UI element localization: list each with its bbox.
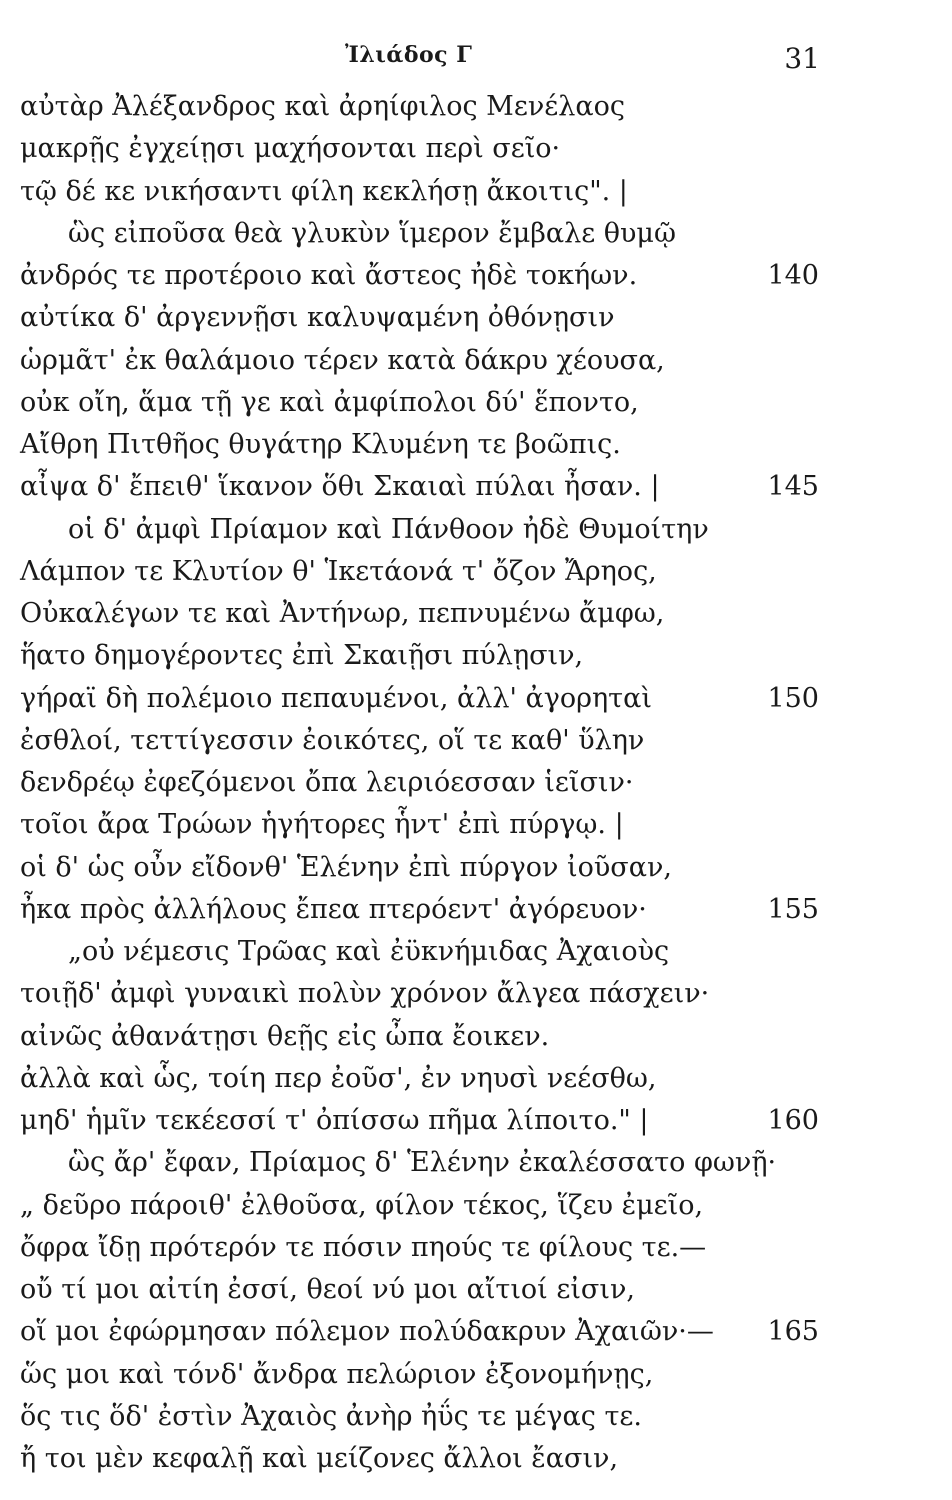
verse-line (0, 678, 952, 720)
line-number: 140 (767, 260, 819, 291)
verse-text: γήραϊ δὴ πολέμοιο πεπαυμένοι, ἀλλ' ἀγορηταὶ (20, 682, 652, 714)
verse-line (0, 762, 952, 804)
verse-text: μηδ' ἡμῖν τεκέεσσί τ' ὀπίσσω πῆμα λίποιτο." | (20, 1105, 649, 1136)
verse-line (0, 213, 952, 255)
verse-text: οὔ τί μοι αἰτίη ἐσσί, θεοί νύ μοι αἴτιοί εἰσιν, (20, 1274, 635, 1305)
verse-line (0, 720, 952, 762)
verse-text: ἀλλὰ καὶ ὧς, τοίη περ ἐοῦσ', ἐν νηυσὶ νεέσθω, (20, 1062, 657, 1094)
verse-text: δενδρέῳ ἐφεζόμενοι ὄπα λειριόεσσαν ἱεῖσιν· (20, 767, 634, 798)
verse-text: αὐτὰρ Ἀλέξανδρος καὶ ἀρηίφιλος Μενέλαος (20, 91, 625, 122)
verse-text: οἱ δ' ἀμφὶ Πρίαμον καὶ Πάνθοον ἠδὲ Θυμοίτην (68, 513, 709, 545)
verse-line (0, 1142, 952, 1184)
verse-line (0, 804, 952, 846)
verse-text: μακρῇς ἐγχείῃσι μαχήσονται περὶ σεῖο· (20, 133, 561, 165)
line-number: 150 (767, 682, 819, 714)
verse-line (0, 171, 952, 213)
verse-line (0, 847, 952, 889)
verse-line (0, 340, 952, 382)
verse-line (0, 1269, 952, 1311)
verse-text: „ δεῦρο πάροιθ' ἐλθοῦσα, φίλον τέκος, ἵζευ ἐμεῖο, (20, 1189, 704, 1221)
verse-line (0, 255, 952, 297)
verse-text: ὥς μοι καὶ τόνδ' ἄνδρα πελώριον ἐξονομήνῃς, (20, 1358, 654, 1390)
verse-line (0, 973, 952, 1015)
verse-text: τῷ δέ κε νικήσαντι φίλη κεκλήσῃ ἄκοιτις". | (20, 175, 628, 207)
verse-line (0, 551, 952, 593)
verse-line (0, 1100, 952, 1142)
verse-block (0, 86, 952, 1480)
verse-text: ἥατο δημογέροντες ἐπὶ Σκαιῇσι πύλῃσιν, (20, 640, 584, 672)
verse-line (0, 635, 952, 677)
verse-text: αἶψα δ' ἔπειθ' ἵκανον ὅθι Σκαιαὶ πύλαι ἦσαν. | (20, 471, 660, 503)
page-header (0, 38, 952, 78)
verse-line (0, 1354, 952, 1396)
verse-text: ἀνδρός τε προτέροιο καὶ ἄστεος ἠδὲ τοκήων. (20, 260, 638, 291)
verse-line (0, 466, 952, 508)
verse-text: ὡρμᾶτ' ἐκ θαλάμοιο τέρεν κατὰ δάκρυ χέουσα, (20, 344, 665, 376)
line-number: 145 (767, 471, 819, 503)
verse-text: αὐτίκα δ' ἀργεννῇσι καλυψαμένη ὀθόνῃσιν (20, 302, 615, 334)
page-number: 31 (784, 42, 820, 75)
verse-text: Αἴθρη Πιτθῆος θυγάτηρ Κλυμένη τε βοῶπις. (20, 429, 621, 460)
verse-text: ἐσθλοί, τεττίγεσσιν ἐοικότες, οἵ τε καθ' ὕλην (20, 724, 645, 756)
verse-text: „οὐ νέμεσις Τρῶας καὶ ἐϋκνήμιδας Ἀχαιοὺς (68, 936, 670, 967)
verse-line (0, 1438, 952, 1480)
verse-line (0, 509, 952, 551)
verse-line (0, 297, 952, 339)
verse-line (0, 1185, 952, 1227)
verse-line (0, 1311, 952, 1353)
verse-text: ὣς εἰποῦσα θεὰ γλυκὺν ἵμερον ἔμβαλε θυμῷ (68, 217, 677, 249)
verse-line (0, 128, 952, 170)
verse-text: τοιῇδ' ἀμφὶ γυναικὶ πολὺν χρόνον ἄλγεα πάσχειν· (20, 978, 710, 1010)
verse-text: οὐκ οἴη, ἅμα τῇ γε καὶ ἀμφίπολοι δύ' ἕποντο, (20, 386, 639, 418)
running-title: Ἰλιάδος Γ (345, 42, 473, 68)
verse-text: Οὐκαλέγων τε καὶ Ἀντήνωρ, πεπνυμένω ἄμφω, (20, 598, 665, 629)
verse-line (0, 593, 952, 635)
verse-line (0, 1016, 952, 1058)
verse-line (0, 1058, 952, 1100)
verse-line (0, 1396, 952, 1438)
verse-text: ὄφρα ἴδῃ πρότερόν τε πόσιν πηούς τε φίλους τε.— (20, 1231, 707, 1263)
verse-text: ὣς ἄρ' ἔφαν, Πρίαμος δ' Ἑλένην ἐκαλέσσατο φωνῇ· (68, 1147, 777, 1179)
verse-text: ἤ τοι μὲν κεφαλῇ καὶ μείζονες ἄλλοι ἔασιν, (20, 1443, 619, 1474)
line-number: 155 (767, 893, 819, 925)
verse-line (0, 424, 952, 466)
verse-line (0, 1227, 952, 1269)
verse-text: Λάμπον τε Κλυτίον θ' Ἱκετάονά τ' ὄζον Ἄρηος, (20, 555, 657, 587)
verse-line (0, 382, 952, 424)
verse-text: τοῖοι ἄρα Τρώων ἡγήτορες ἧντ' ἐπὶ πύργῳ. | (20, 809, 624, 841)
line-number: 160 (767, 1105, 819, 1136)
verse-line (0, 889, 952, 931)
verse-text: αἰνῶς ἀθανάτῃσι θεῇς εἰς ὦπα ἔοικεν. (20, 1020, 550, 1052)
verse-line (0, 86, 952, 128)
verse-line (0, 931, 952, 973)
verse-text: οἵ μοι ἐφώρμησαν πόλεμον πολύδακρυν Ἀχαιῶν·— (20, 1316, 714, 1348)
verse-text: ὅς τις ὅδ' ἐστὶν Ἀχαιὸς ἀνὴρ ἠΰς τε μέγας τε. (20, 1400, 642, 1432)
verse-text: ἦκα πρὸς ἀλλήλους ἔπεα πτερόεντ' ἀγόρευον· (20, 893, 647, 925)
line-number: 165 (767, 1316, 819, 1348)
verse-text: οἱ δ' ὡς οὖν εἴδονθ' Ἑλένην ἐπὶ πύργον ἰοῦσαν, (20, 851, 672, 883)
